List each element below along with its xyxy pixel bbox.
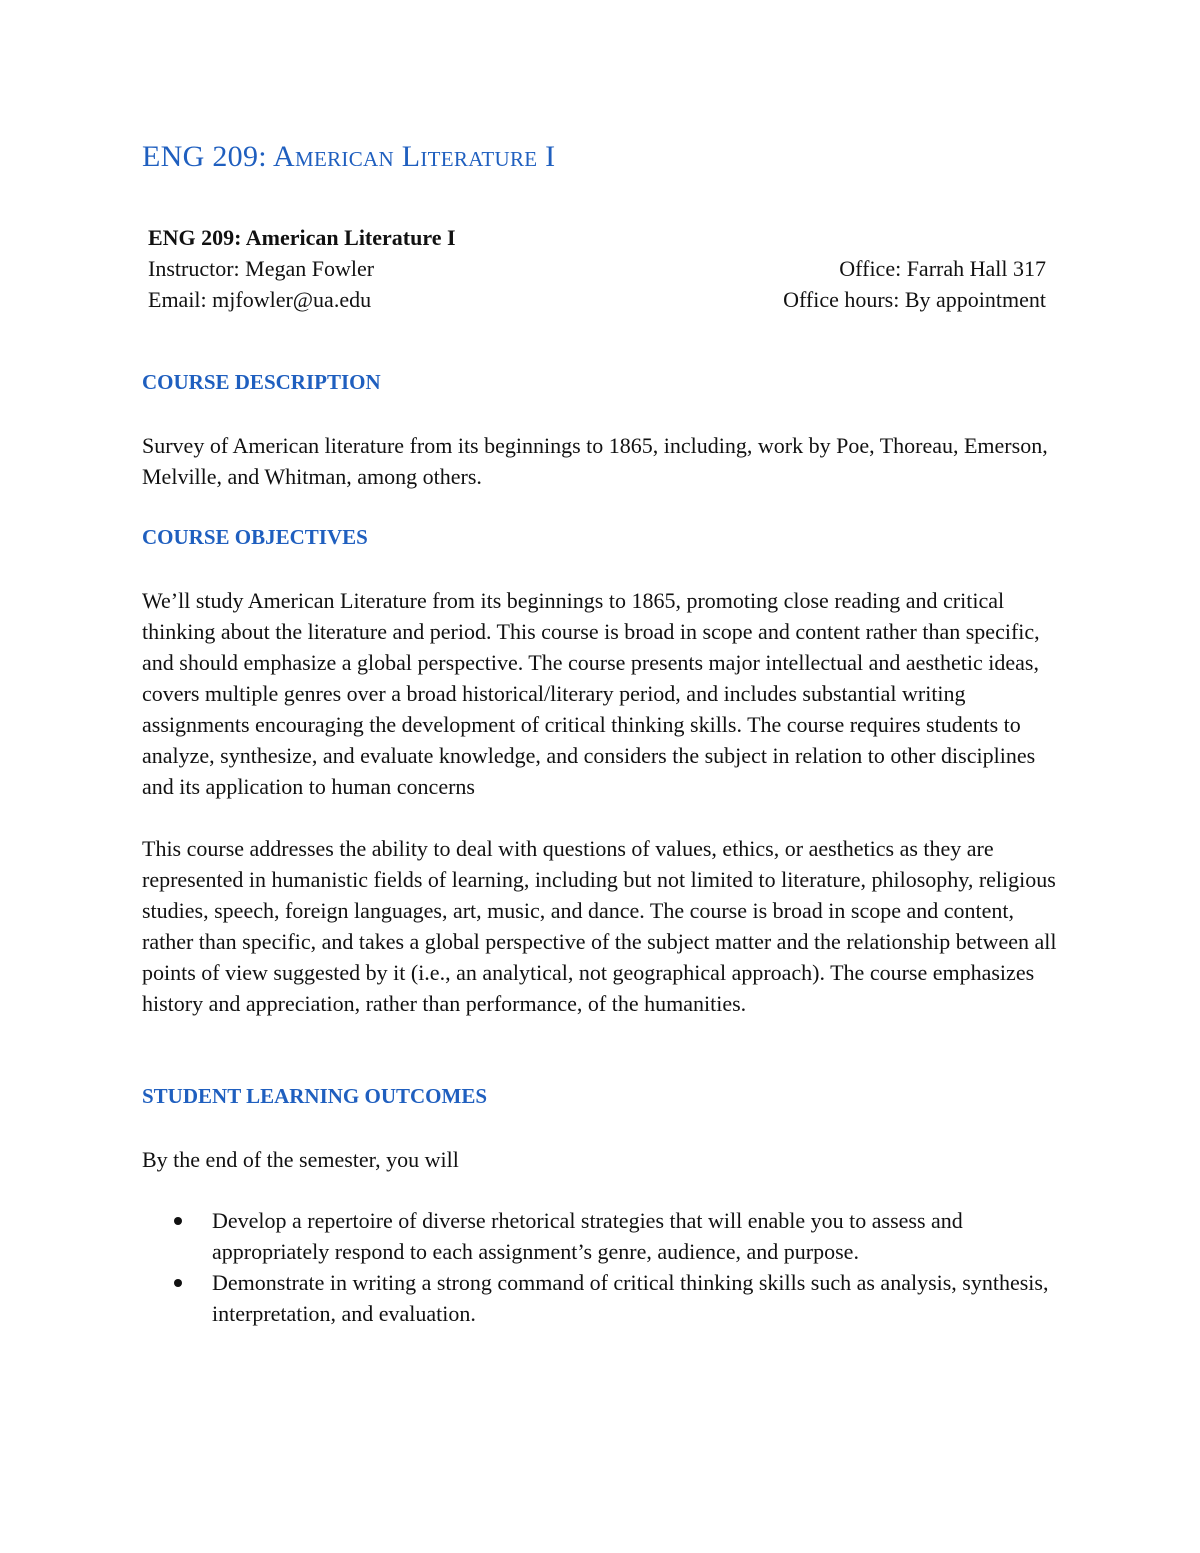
bullet-icon [174, 1217, 182, 1225]
course-info-block [148, 222, 1046, 315]
office-hours: Office hours: By appointment [783, 287, 1046, 312]
learning-outcomes-intro: By the end of the semester, you will [142, 1147, 459, 1172]
info-row-email [148, 284, 1046, 315]
outcome-text: Demonstrate in writing a strong command of critical thinking skills such as analysis, synthesis, interpretation, and evaluation. [212, 1270, 1049, 1326]
list-item [212, 1267, 1052, 1329]
document-title: ENG 209: American Literature I [142, 140, 556, 173]
learning-outcomes-list [212, 1205, 1052, 1329]
outcome-text: Develop a repertoire of diverse rhetorical strategies that will enable you to assess and appropriately respond to each assignment’s genre, audience, and purpose. [212, 1208, 963, 1264]
info-row-instructor [148, 253, 1046, 284]
course-description-text: Survey of American literature from its beginnings to 1865, including, work by Poe, Thoreau, Emerson, Melville, and Whitman, among others. [142, 433, 1048, 489]
course-name: ENG 209: American Literature I [148, 225, 456, 250]
instructor-name: Instructor: Megan Fowler [148, 256, 375, 281]
instructor-email: Email: mjfowler@ua.edu [148, 287, 372, 312]
course-objectives-paragraph-1: We’ll study American Literature from its beginnings to 1865, promoting close reading and critical thinking about the literature and period. This course is broad in scope and content rather than specific, and should emphasize a global perspective. The course presents major intellectual and aesthetic ideas, covers multiple genres over a broad historical/literary period, and includes substantial writing assignments encouraging the development of critical thinking skills. The course requires students to analyze, synthesize, and evaluate knowledge, and considers the subject in relation to other disciplines and its application to human concerns [142, 588, 1040, 799]
course-objectives-heading: COURSE OBJECTIVES [142, 525, 368, 549]
learning-outcomes-heading: STUDENT LEARNING OUTCOMES [142, 1084, 488, 1108]
course-objectives-paragraph-2: This course addresses the ability to deal with questions of values, ethics, or aesthetics as they are represented in humanistic fields of learning, including but not limited to literature, philosophy, religious studies, speech, foreign languages, art, music, and dance. The course is broad in scope and content, rather than specific, and takes a global perspective of the subject matter and the relationship between all points of view suggested by it (i.e., an analytical, not geographical approach). The course emphasizes history and appreciation, rather than performance, of the humanities. [142, 836, 1057, 1016]
course-description-heading: COURSE DESCRIPTION [142, 370, 381, 394]
list-item [212, 1205, 1052, 1267]
bullet-icon [174, 1279, 182, 1287]
office-location: Office: Farrah Hall 317 [839, 256, 1046, 281]
